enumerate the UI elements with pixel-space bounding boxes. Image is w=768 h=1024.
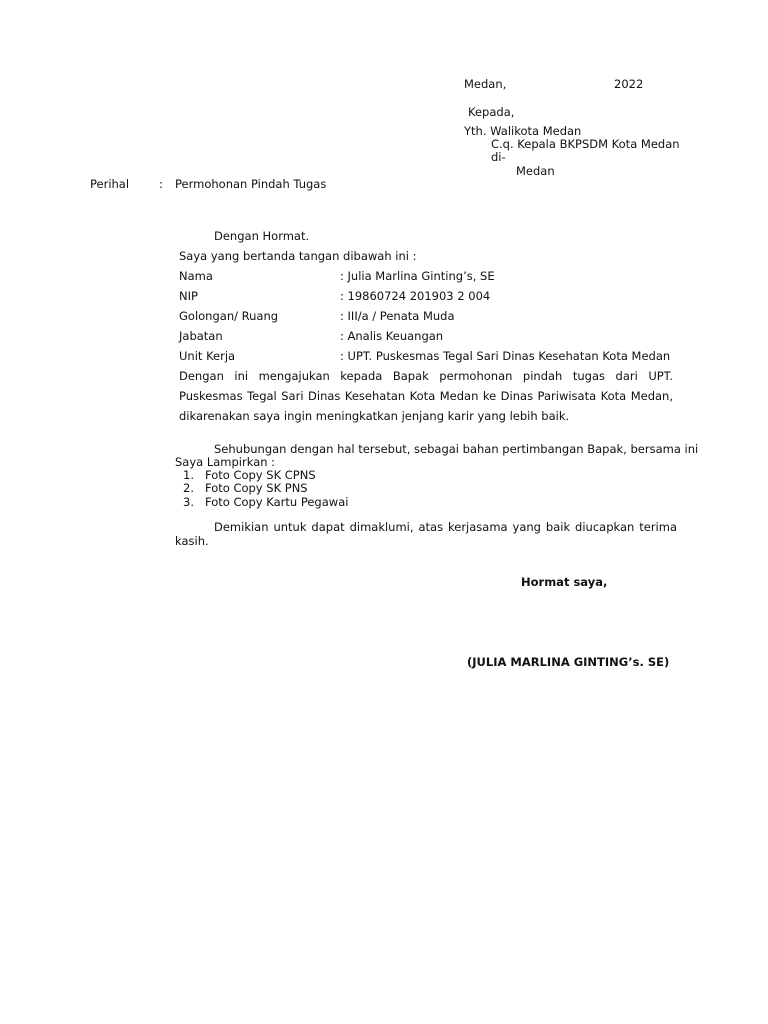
list-item: Foto Copy SK CPNS (205, 468, 316, 482)
sehubungan-line: Sehubungan dengan hal tersebut, sebagai bahan pertimbangan Bapak, bersama ini (214, 442, 699, 456)
signature-greeting: Hormat saya, (521, 575, 608, 589)
field-label: Unit Kerja (179, 349, 236, 363)
field-value: : III/a / Penata Muda (340, 309, 455, 323)
di-line: di- (491, 150, 506, 164)
place-label: Medan, (464, 77, 507, 91)
list-item: Foto Copy Kartu Pegawai (205, 495, 349, 509)
field-value: : Analis Keuangan (340, 329, 444, 343)
lampiran-line: Saya Lampirkan : (175, 455, 276, 469)
request-paragraph: Dengan ini mengajukan kepada Bapak permohonan pindah tugas dari UPT. Puskesmas Tegal Sari Dinas Kesehatan Kota Medan ke Dinas Pariwisata Kota Medan, dikarenakan saya ingin meningkatkan jenjang karir yang lebih baik. (179, 369, 673, 423)
closing-paragraph: Demikian untuk dapat dimaklumi, atas kerjasama yang baik diucapkan terima kasih. (175, 520, 677, 548)
field-label: Golongan/ Ruang (179, 309, 279, 323)
field-value: : UPT. Puskesmas Tegal Sari Dinas Kesehatan Kota Medan (340, 349, 671, 363)
salutation: Dengan Hormat. (214, 229, 310, 243)
intro-line: Saya yang bertanda tangan dibawah ini : (179, 249, 417, 263)
list-item: Foto Copy SK PNS (205, 481, 308, 495)
field-label: Jabatan (179, 329, 223, 343)
list-number: 3. (183, 495, 194, 509)
recipient-line: Yth. Walikota Medan (464, 124, 582, 138)
destination-city: Medan (516, 164, 555, 178)
perihal-label: Perihal (90, 177, 130, 191)
cq-line: C.q. Kepala BKPSDM Kota Medan (491, 137, 680, 151)
year-label: 2022 (614, 77, 644, 91)
kepada-label: Kepada, (468, 105, 515, 119)
perihal-value: Permohonan Pindah Tugas (175, 177, 327, 191)
field-label: NIP (179, 289, 198, 303)
list-number: 1. (183, 468, 194, 482)
signature-name: (JULIA MARLINA GINTING’s. SE) (467, 655, 670, 669)
perihal-colon: : (159, 177, 163, 191)
field-label: Nama (179, 269, 213, 283)
field-value: : Julia Marlina Ginting’s, SE (340, 269, 495, 283)
list-number: 2. (183, 481, 194, 495)
field-value: : 19860724 201903 2 004 (340, 289, 491, 303)
